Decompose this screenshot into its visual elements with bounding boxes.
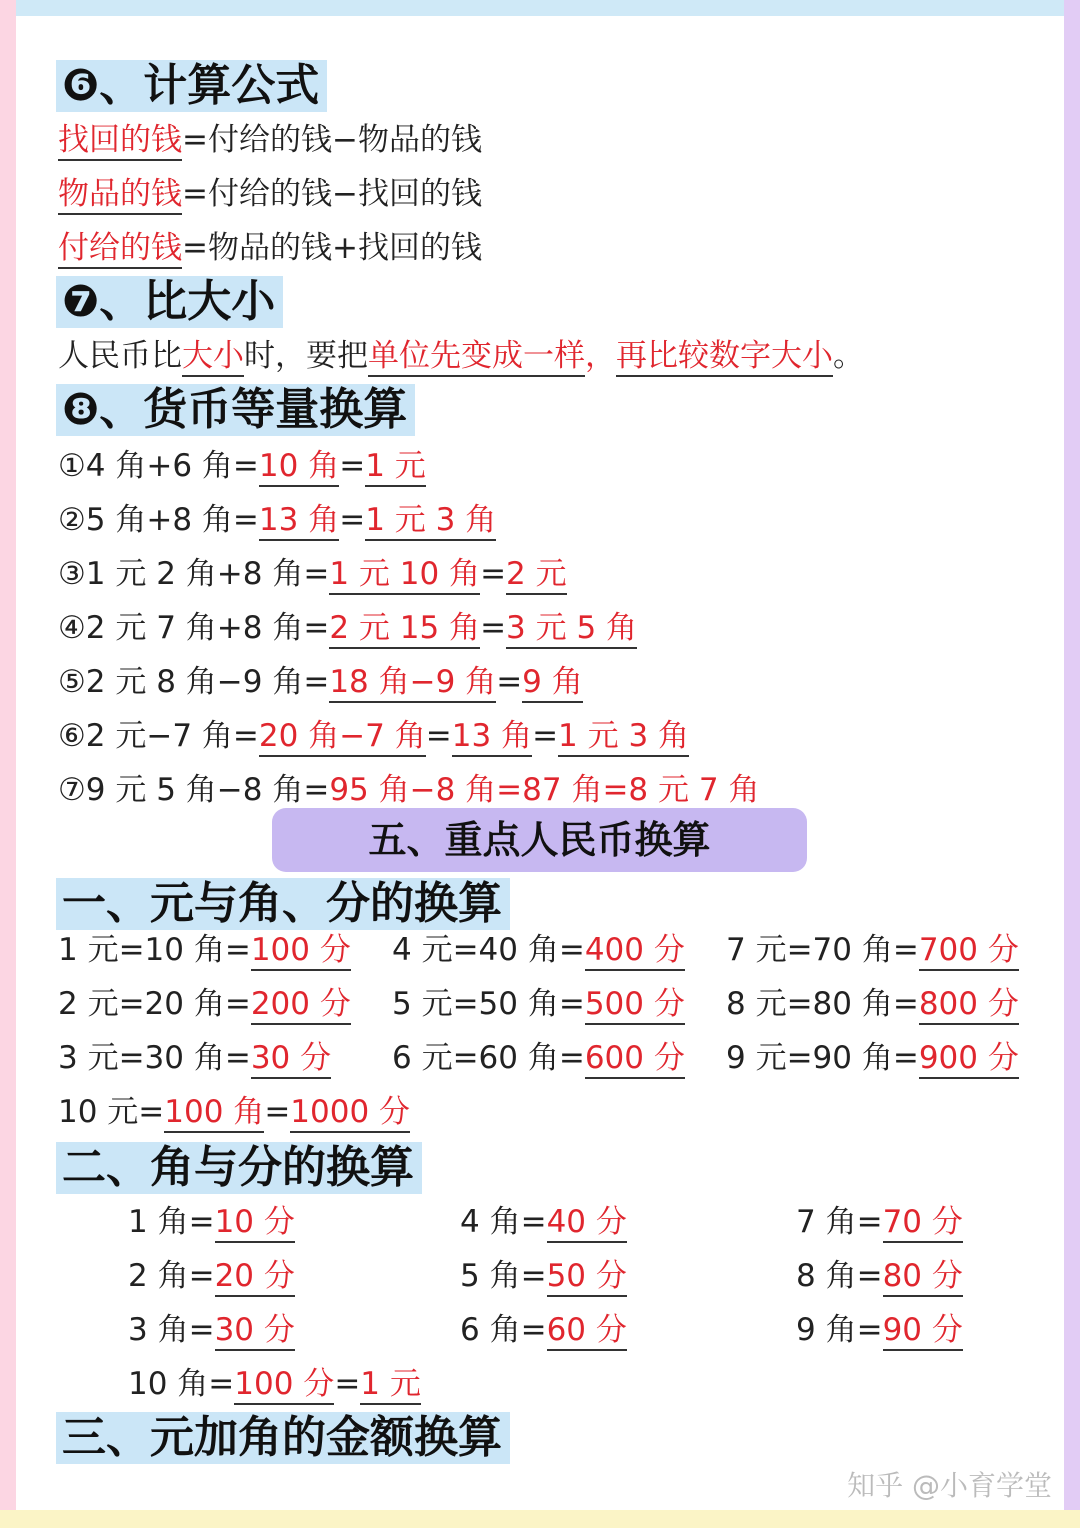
question: ①4 角+6 角= — [58, 448, 259, 484]
formula-rest: =付给的钱−物品的钱 — [182, 122, 482, 158]
rule-highlight: 再比较数字大小 — [616, 338, 833, 377]
formula-term: 找回的钱 — [58, 122, 182, 161]
jiao-row-2-col-2 — [460, 1256, 627, 1296]
yuan-row-2-col-2 — [392, 984, 685, 1024]
question: 7 角= — [796, 1204, 883, 1240]
question: ②5 角+8 角= — [58, 502, 259, 538]
answer: 400 分 — [585, 932, 685, 971]
conversion-row-4 — [58, 608, 637, 648]
answer: 2 元 — [506, 556, 567, 595]
answer: 200 分 — [251, 986, 351, 1025]
answer: 1 元 3 角 — [558, 718, 689, 757]
conversion-row-2 — [58, 500, 496, 540]
answer: 30 分 — [251, 1040, 331, 1079]
answer: 30 分 — [215, 1312, 295, 1351]
question: 2 角= — [128, 1258, 215, 1294]
answer: 1000 分 — [290, 1094, 410, 1133]
jiao-row-3-col-1 — [128, 1310, 295, 1350]
answer: 13 角 — [452, 718, 532, 757]
yuan-jiao-fen-heading: 一、元与角、分的换算 — [56, 878, 510, 930]
answer: 600 分 — [585, 1040, 685, 1079]
question: ③1 元 2 角+8 角= — [58, 556, 330, 592]
equals: = — [496, 664, 523, 700]
question: 10 角= — [128, 1366, 235, 1402]
answer: 9 角 — [522, 664, 583, 703]
question: 1 角= — [128, 1204, 215, 1240]
section-5-banner: 五、重点人民币换算 — [272, 808, 807, 872]
conversion-row-6 — [58, 716, 689, 756]
yuan-row-1-col-3 — [726, 930, 1019, 970]
equals: = — [339, 448, 366, 484]
answer: 1 元 10 角 — [329, 556, 480, 595]
question: 4 角= — [460, 1204, 547, 1240]
rule-highlight: 单位先变成一样 — [368, 338, 585, 377]
answer: 90 分 — [883, 1312, 963, 1351]
jiao-row-1-col-2 — [460, 1202, 627, 1242]
equals: = — [264, 1094, 291, 1130]
yuan-plus-jiao-heading: 三、元加角的金额换算 — [56, 1412, 510, 1464]
question: 1 元=10 角= — [58, 932, 251, 968]
answer: 60 分 — [547, 1312, 627, 1351]
conversion-row-3 — [58, 554, 567, 594]
rule-highlight: 大小 — [182, 338, 244, 377]
formula-rest: =物品的钱+找回的钱 — [182, 230, 482, 266]
answer: 20 分 — [215, 1258, 295, 1297]
conversion-row-7 — [58, 770, 759, 810]
formula-term: 付给的钱 — [58, 230, 182, 269]
yuan-row-3-col-3 — [726, 1038, 1019, 1078]
yuan-row-3-col-1 — [58, 1038, 331, 1078]
yuan-row-1-col-1 — [58, 930, 351, 970]
jiao-row-2-col-1 — [128, 1256, 295, 1296]
answer: 13 角 — [259, 502, 339, 541]
conversion-row-5 — [58, 662, 583, 702]
equals: = — [339, 502, 366, 538]
formula-line-2 — [58, 174, 482, 214]
equals: = — [480, 610, 507, 646]
answer: 95 角−8 角=87 角=8 元 7 角 — [329, 772, 760, 808]
question: 5 元=50 角= — [392, 986, 585, 1022]
answer: 50 分 — [547, 1258, 627, 1297]
yuan-row-4 — [58, 1092, 410, 1132]
jiao-row-3-col-3 — [796, 1310, 963, 1350]
formula-line-1 — [58, 120, 482, 160]
answer: 40 分 — [547, 1204, 627, 1243]
question: ④2 元 7 角+8 角= — [58, 610, 330, 646]
equals: = — [334, 1366, 361, 1402]
equals: = — [480, 556, 507, 592]
equals: = — [532, 718, 559, 754]
answer: 1 元 3 角 — [365, 502, 496, 541]
question: 7 元=70 角= — [726, 932, 919, 968]
jiao-fen-heading: 二、角与分的换算 — [56, 1142, 422, 1194]
left-border — [0, 0, 16, 1528]
yuan-row-2-col-3 — [726, 984, 1019, 1024]
formula-line-3 — [58, 228, 482, 268]
answer: 10 角 — [259, 448, 339, 487]
answer: 20 角−7 角 — [259, 718, 426, 757]
answer: 500 分 — [585, 986, 685, 1025]
right-border — [1064, 0, 1080, 1528]
jiao-row-4 — [128, 1364, 421, 1404]
question: 6 角= — [460, 1312, 547, 1348]
answer: 70 分 — [883, 1204, 963, 1243]
rule-text: 人民币比 — [58, 338, 182, 374]
formula-rest: =付给的钱−找回的钱 — [182, 176, 482, 212]
answer: 100 角 — [164, 1094, 264, 1133]
equals: = — [425, 718, 452, 754]
question: 5 角= — [460, 1258, 547, 1294]
answer: 800 分 — [919, 986, 1019, 1025]
question: 10 元= — [58, 1094, 165, 1130]
section-7-heading: ❼、比大小 — [56, 276, 283, 328]
rule-text: 时，要把 — [244, 338, 368, 374]
answer: 18 角−9 角 — [329, 664, 496, 703]
jiao-row-1-col-1 — [128, 1202, 295, 1242]
bottom-border — [0, 1510, 1080, 1528]
answer: 1 元 — [365, 448, 426, 487]
answer: 3 元 5 角 — [506, 610, 637, 649]
conversion-row-1 — [58, 446, 426, 486]
answer: 10 分 — [215, 1204, 295, 1243]
jiao-row-3-col-2 — [460, 1310, 627, 1350]
formula-term: 物品的钱 — [58, 176, 182, 215]
question: 9 元=90 角= — [726, 1040, 919, 1076]
question: 6 元=60 角= — [392, 1040, 585, 1076]
question: ⑤2 元 8 角−9 角= — [58, 664, 330, 700]
question: ⑥2 元−7 角= — [58, 718, 259, 754]
top-border — [0, 0, 1080, 16]
section-6-heading: ❻、计算公式 — [56, 60, 327, 112]
jiao-row-2-col-3 — [796, 1256, 963, 1296]
question: 2 元=20 角= — [58, 986, 251, 1022]
answer: 100 分 — [234, 1366, 334, 1405]
answer: 100 分 — [251, 932, 351, 971]
answer: 700 分 — [919, 932, 1019, 971]
yuan-row-3-col-2 — [392, 1038, 685, 1078]
question: 8 角= — [796, 1258, 883, 1294]
answer: 900 分 — [919, 1040, 1019, 1079]
question: 4 元=40 角= — [392, 932, 585, 968]
question: 3 角= — [128, 1312, 215, 1348]
rule-period: 。 — [833, 338, 864, 374]
compare-rule — [58, 336, 864, 376]
yuan-row-2-col-1 — [58, 984, 351, 1024]
answer: 1 元 — [360, 1366, 421, 1405]
answer: 80 分 — [883, 1258, 963, 1297]
watermark: 知乎 @小育学堂 — [847, 1469, 1052, 1502]
rule-comma: ， — [585, 338, 616, 374]
jiao-row-1-col-3 — [796, 1202, 963, 1242]
answer: 2 元 15 角 — [329, 610, 480, 649]
question: ⑦9 元 5 角−8 角= — [58, 772, 330, 808]
question: 3 元=30 角= — [58, 1040, 251, 1076]
question: 9 角= — [796, 1312, 883, 1348]
yuan-row-1-col-2 — [392, 930, 685, 970]
question: 8 元=80 角= — [726, 986, 919, 1022]
section-8-heading: ❽、货币等量换算 — [56, 384, 415, 436]
